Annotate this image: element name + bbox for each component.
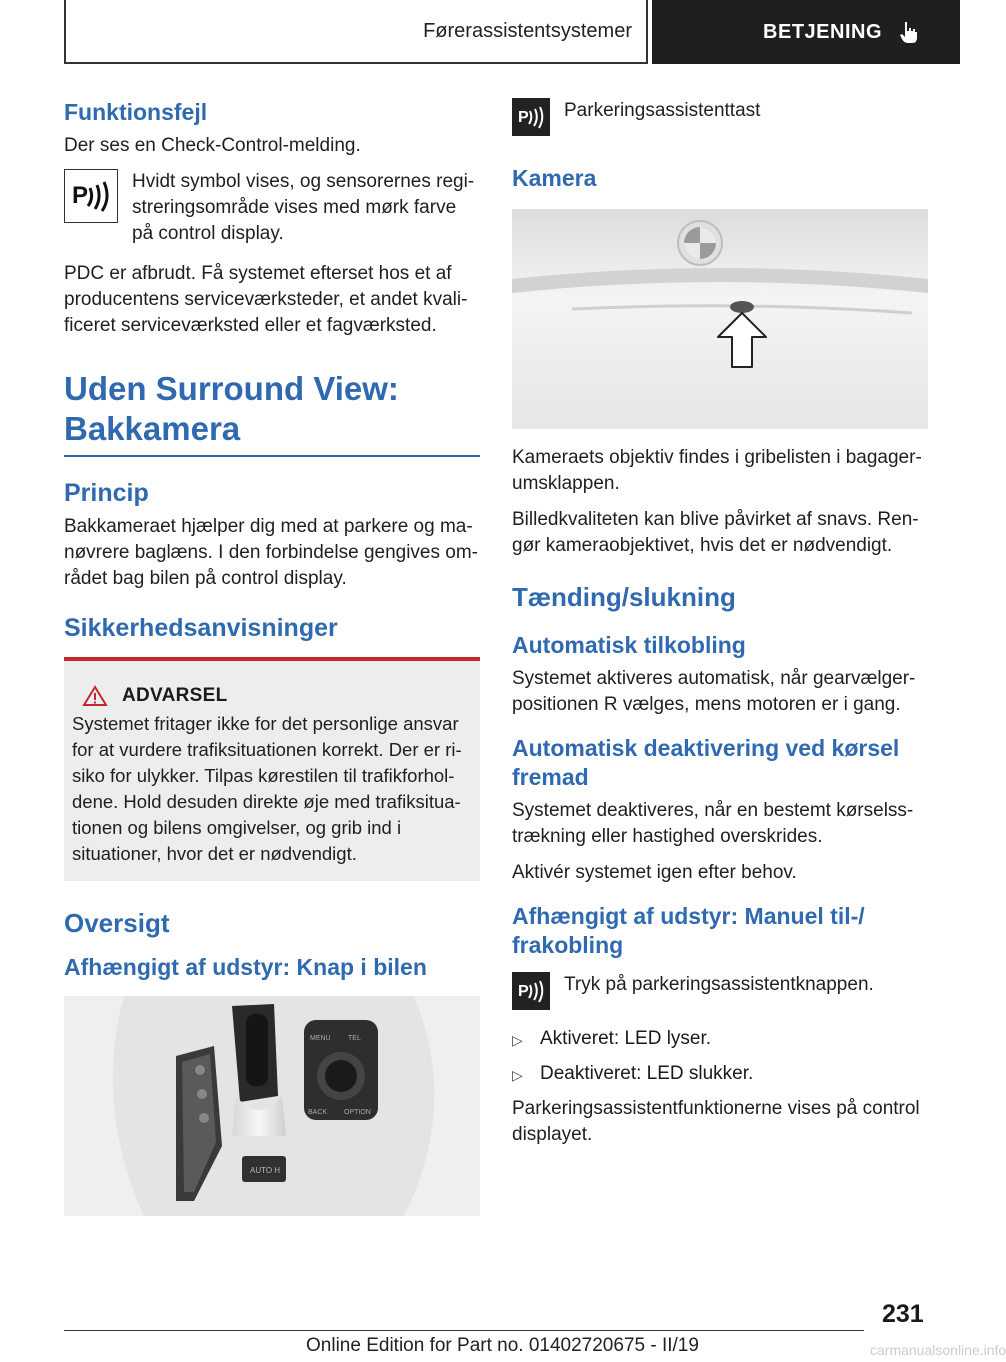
footer-watermark: carmanualsonline.info	[870, 1342, 1006, 1358]
text-auto: Systemet aktiveres automatisk, når gearvælger-positionen R vælges, mens motoren er i gang.	[512, 668, 916, 715]
right-column	[512, 98, 928, 1158]
console-menu-label: MENU	[310, 1035, 331, 1042]
header-section-title: Førerassistentsystemer	[423, 19, 632, 42]
heading-knap: Afhængigt af udstyr: Knap i bilen	[64, 954, 427, 980]
park-button-row	[512, 98, 928, 136]
text-tryk: Tryk på parkeringsassistentknappen.	[564, 974, 874, 995]
triangle-bullet-icon: ▷	[512, 1067, 523, 1083]
text-checkcontrol: Der ses en Check-Control-melding.	[64, 135, 361, 156]
camera-photo	[512, 209, 928, 429]
list-item	[512, 1026, 928, 1053]
heading-auto: Automatisk tilkobling	[512, 632, 746, 658]
heading-manuel: Afhængigt af udstyr: Manuel til-/ frakobling	[512, 903, 865, 958]
bullet-text: Aktiveret: LED lyser.	[540, 1028, 712, 1049]
heading-bakkamera-line1: Uden Surround View:	[64, 370, 399, 407]
text-deakt2: Aktivér systemet igen efter behov.	[512, 862, 797, 883]
bullet-text: Deaktiveret: LED slukker.	[540, 1063, 754, 1084]
parking-assistant-button-icon	[512, 98, 550, 136]
svg-text:P: P	[518, 109, 529, 126]
pdc-sensor-icon	[64, 169, 118, 223]
heading-bakkamera	[64, 369, 480, 457]
console-auto-h-label: AUTO H	[250, 1166, 281, 1175]
heading-deakt: Automatisk deaktivering ved kørsel fremad	[512, 735, 900, 790]
text-parktast: Parkeringsassistenttast	[564, 100, 761, 121]
heading-funktionsfejl: Funktionsfejl	[64, 99, 208, 125]
text-vises: Parkeringsassistentfunktionerne vises på control displayet.	[512, 1098, 920, 1145]
svg-text:P: P	[72, 182, 89, 209]
footer-divider	[64, 1330, 864, 1331]
text-billed: Billedkvaliteten kan blive påvirket af snavs. Ren-gør kameraobjektivet, hvis det er nødvendigt.	[512, 509, 919, 556]
heading-kamera: Kamera	[512, 165, 597, 191]
text-symbol: Hvidt symbol vises, og sensorernes regi-streringsområde vises med mørk farve på control display.	[132, 171, 475, 244]
console-photo	[64, 996, 480, 1216]
footer-edition: Online Edition for Part no. 01402720675 - II/19	[306, 1335, 699, 1356]
left-column	[64, 98, 480, 1230]
heading-bakkamera-line2: Bakkamera	[64, 410, 241, 447]
warning-box	[64, 657, 480, 881]
text-objektiv: Kameraets objektiv findes i gribelisten i bagager-umsklappen.	[512, 447, 922, 494]
heading-taending: Tænding/slukning	[512, 582, 736, 612]
page-number: 231	[882, 1300, 924, 1328]
hand-pointer-icon	[896, 19, 922, 45]
heading-sikkerhed: Sikkerhedsanvisninger	[64, 614, 338, 642]
warning-header	[82, 685, 472, 707]
header-chapter-box	[652, 0, 960, 64]
text-deakt1: Systemet deaktiveres, når en bestemt kørselss-trækning eller hastighed overskrides.	[512, 800, 914, 847]
heading-oversigt: Oversigt	[64, 908, 170, 938]
console-option-label: OPTION	[344, 1109, 371, 1116]
header-section-box	[64, 0, 648, 64]
console-tel-label: TEL	[348, 1035, 361, 1042]
triangle-bullet-icon: ▷	[512, 1032, 523, 1048]
symbol-row	[64, 169, 480, 247]
console-back-label: BACK	[308, 1109, 328, 1116]
text-princip: Bakkameraet hjælper dig med at parkere og ma-nøvrere baglæns. I den forbindelse gengives om-rådet bag bilen på control display.	[64, 516, 479, 589]
warning-label: ADVARSEL	[122, 685, 228, 706]
heading-princip: Princip	[64, 479, 149, 507]
svg-text:P: P	[518, 983, 529, 1000]
text-pdc: PDC er afbrudt. Få systemet efterset hos et af producentens serviceværksteder, et andet kvali-ficeret serviceværksted eller et fagværksted.	[64, 263, 468, 336]
header-chapter-title: BETJENING	[763, 20, 882, 43]
list-item	[512, 1061, 928, 1088]
warning-triangle-icon	[82, 685, 108, 707]
tryk-row	[512, 972, 928, 1010]
warning-text: Systemet fritager ikke for det personlige ansvar for at vurdere trafiksituationen korrekt. Der er ri-siko for ulykker. Tilpas kørestilen til trafikforhol-dene. Hold desuden direkte øje med trafiksitua-tionen og bilens omgivelser, og grib ind i situationer, hvor det er nødvendigt.	[72, 713, 462, 864]
parking-assistant-button-icon	[512, 972, 550, 1010]
